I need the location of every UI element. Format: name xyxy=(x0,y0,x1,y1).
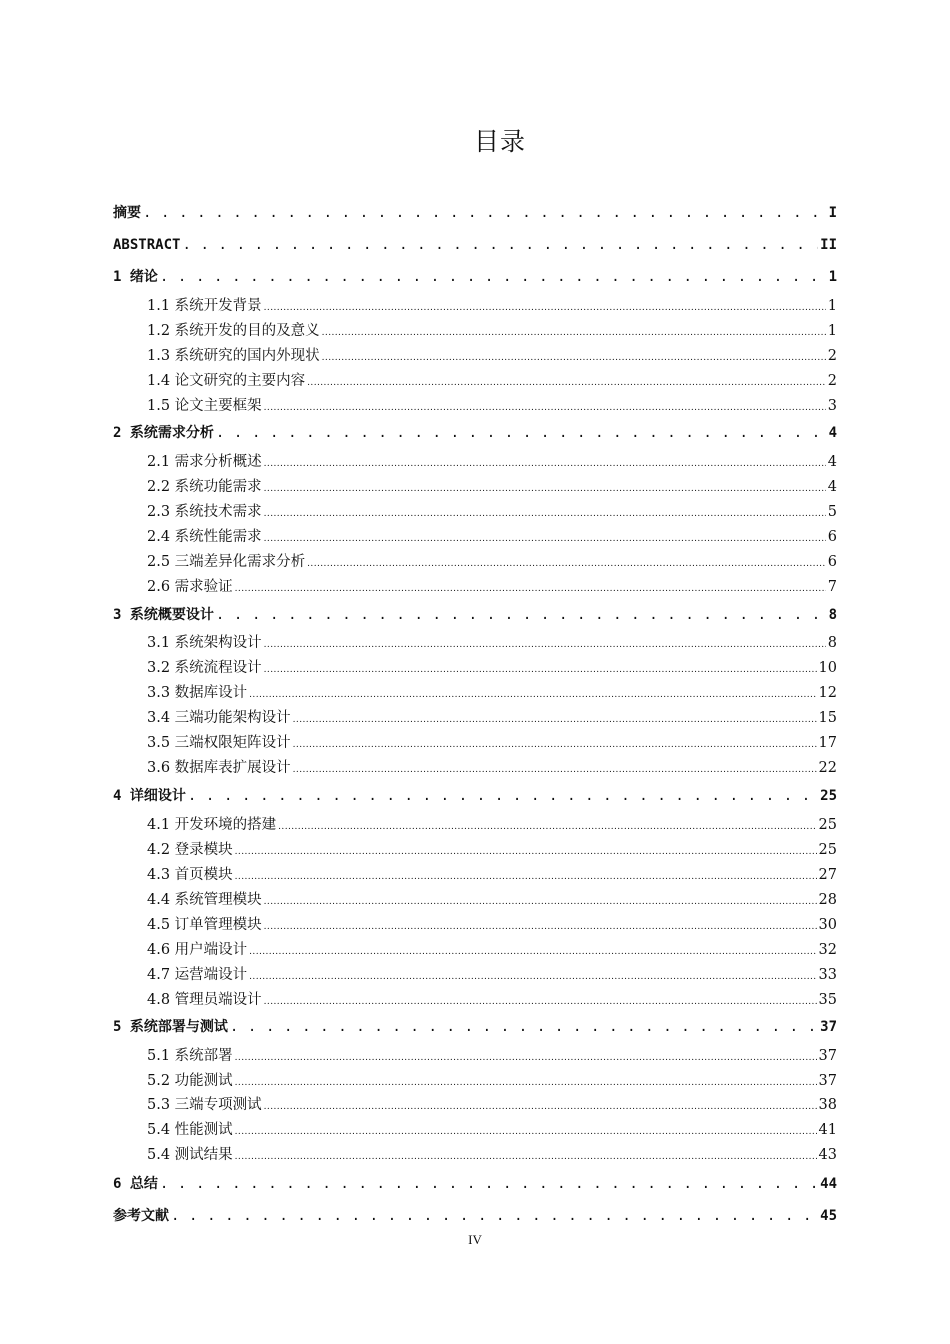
toc-chapter-entry[interactable] xyxy=(113,423,837,443)
toc-section-entry[interactable] xyxy=(147,965,837,987)
toc-section-entry[interactable] xyxy=(147,346,837,368)
toc-entry-label: 2.6 需求验证 xyxy=(147,579,233,595)
toc-section-entry[interactable] xyxy=(147,1120,837,1142)
toc-dot-leader xyxy=(143,203,827,223)
toc-entry-label: 2.1 需求分析概述 xyxy=(147,454,262,470)
toc-section-entry[interactable] xyxy=(147,840,837,862)
toc-entry-label: 1.1 系统开发背景 xyxy=(147,298,262,314)
toc-section-entry[interactable] xyxy=(147,758,837,780)
toc-entry-page: 38 xyxy=(818,1097,837,1113)
toc-entry-page: 32 xyxy=(818,942,837,958)
toc-entry-page: 37 xyxy=(820,1019,837,1035)
toc-dot-leader xyxy=(171,1206,818,1226)
toc-chapter-entry[interactable] xyxy=(113,267,837,287)
toc-dot-leader xyxy=(264,477,826,499)
toc-dot-leader xyxy=(264,633,826,655)
toc-entry-page: 33 xyxy=(818,967,837,983)
toc-dot-leader xyxy=(235,1145,817,1167)
toc-chapter-entry[interactable] xyxy=(113,1174,837,1194)
toc-entry-page: 43 xyxy=(818,1147,837,1163)
toc-entry-page: 30 xyxy=(818,917,837,933)
toc-entry-label: 2.3 系统技术需求 xyxy=(147,504,262,520)
toc-section-entry[interactable] xyxy=(147,940,837,962)
toc-chapter-entry[interactable] xyxy=(113,235,837,255)
toc-section-entry[interactable] xyxy=(147,371,837,393)
toc-entry-page: 2 xyxy=(827,348,837,364)
toc-entry-label: 4 详细设计 xyxy=(113,788,186,804)
toc-entry-label: 1.5 论文主要框架 xyxy=(147,398,262,414)
toc-entry-label: 3.6 数据库表扩展设计 xyxy=(147,760,291,776)
toc-section-entry[interactable] xyxy=(147,1071,837,1093)
toc-section-entry[interactable] xyxy=(147,396,837,418)
toc-section-entry[interactable] xyxy=(147,865,837,887)
toc-dot-leader xyxy=(264,915,817,937)
toc-entry-label: 2.4 系统性能需求 xyxy=(147,529,262,545)
toc-entry-label: 4.4 系统管理模块 xyxy=(147,892,262,908)
toc-entry-label: 5.2 功能测试 xyxy=(147,1073,233,1089)
toc-entry-label: 2.5 三端差异化需求分析 xyxy=(147,554,306,570)
toc-dot-leader xyxy=(264,658,817,680)
toc-section-entry[interactable] xyxy=(147,658,837,680)
toc-dot-leader xyxy=(235,865,817,887)
toc-dot-leader xyxy=(235,577,826,599)
toc-entry-page: 5 xyxy=(827,504,837,520)
toc-section-entry[interactable] xyxy=(147,633,837,655)
toc-entry-page: 37 xyxy=(818,1048,837,1064)
toc-dot-leader xyxy=(322,321,826,343)
toc-entry-page: 35 xyxy=(818,992,837,1008)
toc-entry-label: 5.1 系统部署 xyxy=(147,1048,233,1064)
toc-dot-leader xyxy=(235,840,817,862)
toc-entry-label: 3.2 系统流程设计 xyxy=(147,660,262,676)
toc-entry-page: 25 xyxy=(820,788,837,804)
toc-dot-leader xyxy=(264,452,826,474)
toc-entry-page: 8 xyxy=(827,635,837,651)
toc-entry-page: 4 xyxy=(828,425,837,441)
toc-section-entry[interactable] xyxy=(147,1046,837,1068)
toc-dot-leader xyxy=(235,1071,817,1093)
toc-chapter-entry[interactable] xyxy=(113,786,837,806)
toc-entry-page: 28 xyxy=(818,892,837,908)
toc-entry-label: 参考文献 xyxy=(113,1208,169,1224)
toc-entry-label: 4.8 管理员端设计 xyxy=(147,992,262,1008)
toc-entry-page: 45 xyxy=(820,1208,837,1224)
toc-dot-leader xyxy=(264,296,826,318)
toc-entry-label: 3.3 数据库设计 xyxy=(147,685,248,701)
toc-entry-page: 4 xyxy=(827,479,837,495)
toc-dot-leader xyxy=(322,346,826,368)
toc-entry-page: 44 xyxy=(820,1176,837,1192)
toc-dot-leader xyxy=(264,396,826,418)
toc-entry-label: 4.6 用户端设计 xyxy=(147,942,248,958)
toc-dot-leader xyxy=(264,990,817,1012)
toc-chapter-entry[interactable] xyxy=(113,605,837,625)
toc-dot-leader xyxy=(264,1095,817,1117)
toc-dot-leader xyxy=(216,605,827,625)
toc-entry-page: 10 xyxy=(818,660,837,676)
toc-section-entry[interactable] xyxy=(147,577,837,599)
toc-dot-leader xyxy=(307,371,826,393)
toc-section-entry[interactable] xyxy=(147,1145,837,1167)
toc-section-entry[interactable] xyxy=(147,477,837,499)
toc-chapter-entry[interactable] xyxy=(113,1206,837,1226)
toc-section-entry[interactable] xyxy=(147,552,837,574)
toc-section-entry[interactable] xyxy=(147,452,837,474)
toc-entry-label: 5 系统部署与测试 xyxy=(113,1019,228,1035)
toc-entry-page: 6 xyxy=(827,554,837,570)
toc-entry-label: 1 绪论 xyxy=(113,269,158,285)
toc-section-entry[interactable] xyxy=(147,708,837,730)
toc-entry-label: 4.5 订单管理模块 xyxy=(147,917,262,933)
toc-dot-leader xyxy=(249,940,816,962)
toc-dot-leader xyxy=(188,786,818,806)
toc-entry-page: 12 xyxy=(818,685,837,701)
toc-entry-label: 3.5 三端权限矩阵设计 xyxy=(147,735,291,751)
toc-dot-leader xyxy=(293,758,817,780)
toc-entry-page: 22 xyxy=(818,760,837,776)
toc-dot-leader xyxy=(264,527,826,549)
toc-section-entry[interactable] xyxy=(147,502,837,524)
toc-entry-page: 6 xyxy=(827,529,837,545)
toc-section-entry[interactable] xyxy=(147,1095,837,1117)
toc-entry-page: 15 xyxy=(818,710,837,726)
toc-dot-leader xyxy=(264,502,826,524)
toc-dot-leader xyxy=(249,683,816,705)
page-title: 目录 xyxy=(473,127,526,156)
toc-entry-label: 2 系统需求分析 xyxy=(113,425,214,441)
toc-entry-label: 3.4 三端功能架构设计 xyxy=(147,710,291,726)
toc-entry-page: 25 xyxy=(818,842,837,858)
toc-entry-label: 摘要 xyxy=(113,205,141,221)
toc-dot-leader xyxy=(160,1174,818,1194)
toc-entry-label: 1.4 论文研究的主要内容 xyxy=(147,373,306,389)
toc-section-entry[interactable] xyxy=(147,683,837,705)
toc-entry-page: 3 xyxy=(827,398,837,414)
toc-entry-label: 4.7 运营端设计 xyxy=(147,967,248,983)
toc-dot-leader xyxy=(235,1046,817,1068)
toc-section-entry[interactable] xyxy=(147,296,837,318)
toc-entry-label: 4.3 首页模块 xyxy=(147,867,233,883)
toc-entry-page: I xyxy=(828,205,837,221)
toc-entry-label: 1.3 系统研究的国内外现状 xyxy=(147,348,320,364)
toc-entry-page: 1 xyxy=(827,298,837,314)
toc-section-entry[interactable] xyxy=(147,990,837,1012)
toc-entry-label: 4.2 登录模块 xyxy=(147,842,233,858)
toc-dot-leader xyxy=(182,235,818,255)
toc-dot-leader xyxy=(216,423,827,443)
toc-entry-label: 1.2 系统开发的目的及意义 xyxy=(147,323,320,339)
toc-entry-page: II xyxy=(820,237,837,253)
toc-entry-page: 8 xyxy=(828,607,837,623)
toc-entry-label: 6 总结 xyxy=(113,1176,158,1192)
toc-section-entry[interactable] xyxy=(147,890,837,912)
toc-dot-leader xyxy=(293,708,817,730)
toc-entry-page: 25 xyxy=(818,817,837,833)
toc-entry-label: 4.1 开发环境的搭建 xyxy=(147,817,277,833)
toc-entry-page: 4 xyxy=(827,454,837,470)
toc-dot-leader xyxy=(160,267,827,287)
toc-entry-page: 1 xyxy=(827,323,837,339)
toc-entry-label: ABSTRACT xyxy=(113,237,181,253)
toc-dot-leader xyxy=(278,815,816,837)
toc-entry-page: 2 xyxy=(827,373,837,389)
toc-dot-leader xyxy=(307,552,826,574)
toc-dot-leader xyxy=(249,965,816,987)
toc-entry-label: 5.4 测试结果 xyxy=(147,1147,233,1163)
toc-entry-page: 37 xyxy=(818,1073,837,1089)
toc-section-entry[interactable] xyxy=(147,527,837,549)
toc-dot-leader xyxy=(264,890,817,912)
toc-dot-leader xyxy=(230,1017,818,1037)
toc-entry-page: 7 xyxy=(827,579,837,595)
page-number: IV xyxy=(468,1232,482,1247)
toc-section-entry[interactable] xyxy=(147,915,837,937)
toc-dot-leader xyxy=(235,1120,817,1142)
toc-entry-page: 41 xyxy=(818,1122,837,1138)
toc-entry-label: 5.4 性能测试 xyxy=(147,1122,233,1138)
toc-chapter-entry[interactable] xyxy=(113,203,837,223)
toc-entry-page: 27 xyxy=(818,867,837,883)
toc-dot-leader xyxy=(293,733,817,755)
toc-entry-label: 3 系统概要设计 xyxy=(113,607,214,623)
toc-entry-label: 3.1 系统架构设计 xyxy=(147,635,262,651)
toc-entry-page: 1 xyxy=(828,269,837,285)
toc-entry-label: 5.3 三端专项测试 xyxy=(147,1097,262,1113)
toc-section-entry[interactable] xyxy=(147,321,837,343)
toc-section-entry[interactable] xyxy=(147,815,837,837)
toc-entry-label: 2.2 系统功能需求 xyxy=(147,479,262,495)
toc-chapter-entry[interactable] xyxy=(113,1017,837,1037)
toc-entry-page: 17 xyxy=(818,735,837,751)
toc-section-entry[interactable] xyxy=(147,733,837,755)
